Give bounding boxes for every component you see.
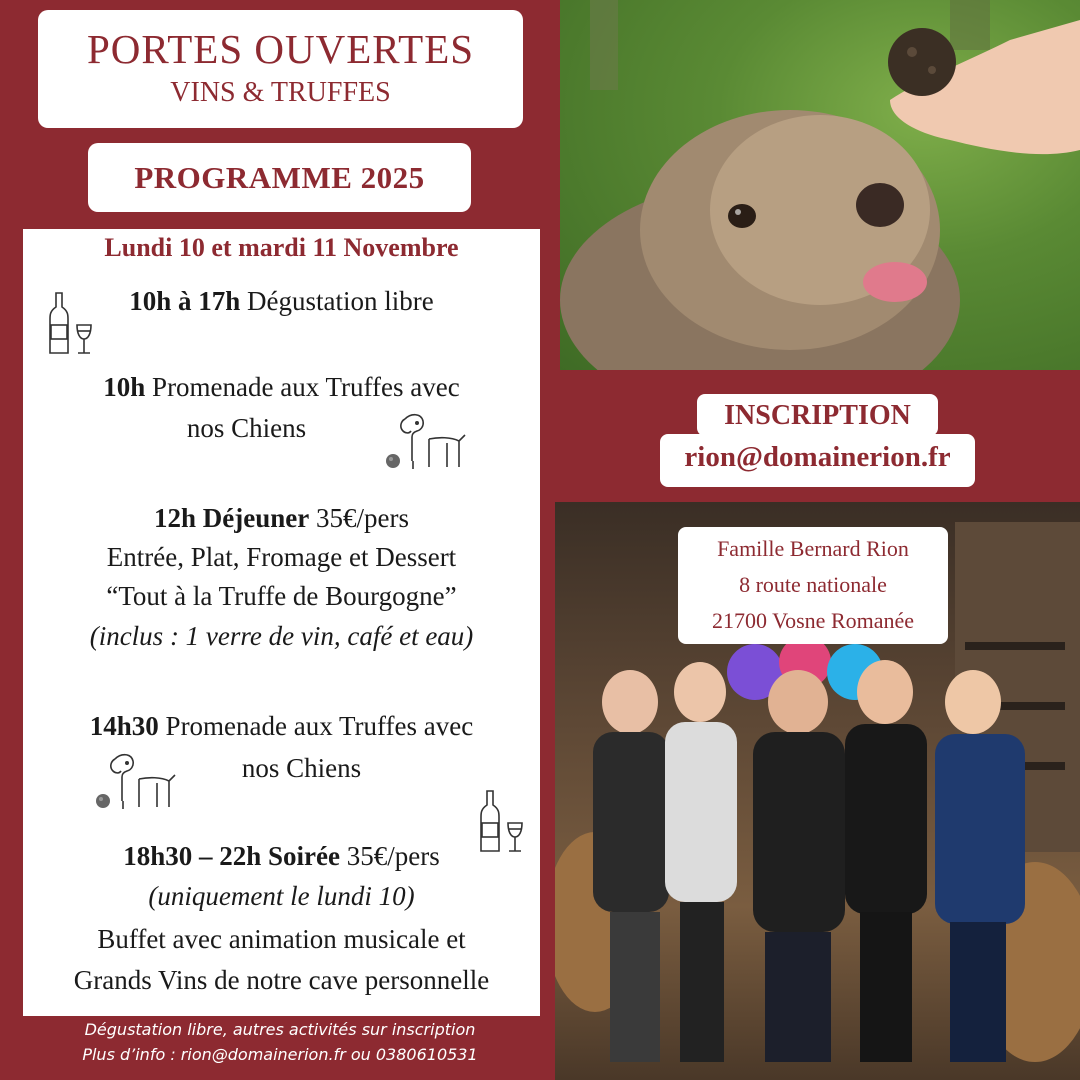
- item-lunch-menu: Entrée, Plat, Fromage et Dessert: [106, 542, 457, 572]
- event-date: Lundi 10 et mardi 11 Novembre: [104, 233, 459, 262]
- program-label-box: [88, 143, 471, 212]
- item-walk-morning-line2: nos Chiens: [186, 413, 307, 443]
- footer-line-1: Dégustation libre, autres activités sur inscription: [84, 1020, 476, 1039]
- item-evening-note: (uniquement le lundi 10): [148, 881, 415, 911]
- item-walk-morning: 10h Promenade aux Truffes avec: [103, 372, 460, 402]
- inscription-label: INSCRIPTION: [697, 394, 938, 436]
- item-lunch: 12h Déjeuner 35€/pers: [154, 503, 409, 533]
- footer-line-2: Plus d’info : rion@domainerion.fr ou 0380610531: [82, 1045, 478, 1064]
- inscription-box: [660, 394, 975, 487]
- address-box: [678, 527, 948, 644]
- item-walk-afternoon-line2: nos Chiens: [241, 753, 362, 783]
- program-panel: [23, 229, 540, 1016]
- item-tasting: 10h à 17h Dégustation libre: [129, 286, 434, 316]
- truffle-dog-icon: [93, 749, 183, 813]
- item-lunch-theme: “Tout à la Truffe de Bourgogne”: [106, 581, 457, 611]
- dog-truffle-illustration: [560, 0, 1080, 370]
- address-street: 8 route nationale: [739, 572, 887, 597]
- program-label: PROGRAMME 2025: [134, 160, 425, 195]
- dog-truffle-photo: [560, 0, 1080, 370]
- inscription-email[interactable]: rion@domainerion.fr: [660, 434, 975, 487]
- item-lunch-included: (inclus : 1 verre de vin, café et eau): [89, 621, 474, 651]
- title-box: [38, 10, 523, 128]
- item-evening-buffet: Buffet avec animation musicale et: [97, 924, 466, 954]
- address-family: Famille Bernard Rion: [717, 536, 909, 561]
- event-subtitle: VINS & TRUFFES: [170, 77, 391, 108]
- address-city: 21700 Vosne Romanée: [711, 608, 915, 633]
- item-evening: 18h30 – 22h Soirée 35€/pers: [123, 841, 440, 871]
- truffle-dog-icon: [383, 409, 473, 473]
- item-evening-wines: Grands Vins de notre cave personnelle: [73, 965, 490, 995]
- footer: [0, 1017, 560, 1067]
- item-walk-afternoon: 14h30 Promenade aux Truffes avec: [89, 711, 474, 741]
- event-title: PORTES OUVERTES: [86, 26, 475, 72]
